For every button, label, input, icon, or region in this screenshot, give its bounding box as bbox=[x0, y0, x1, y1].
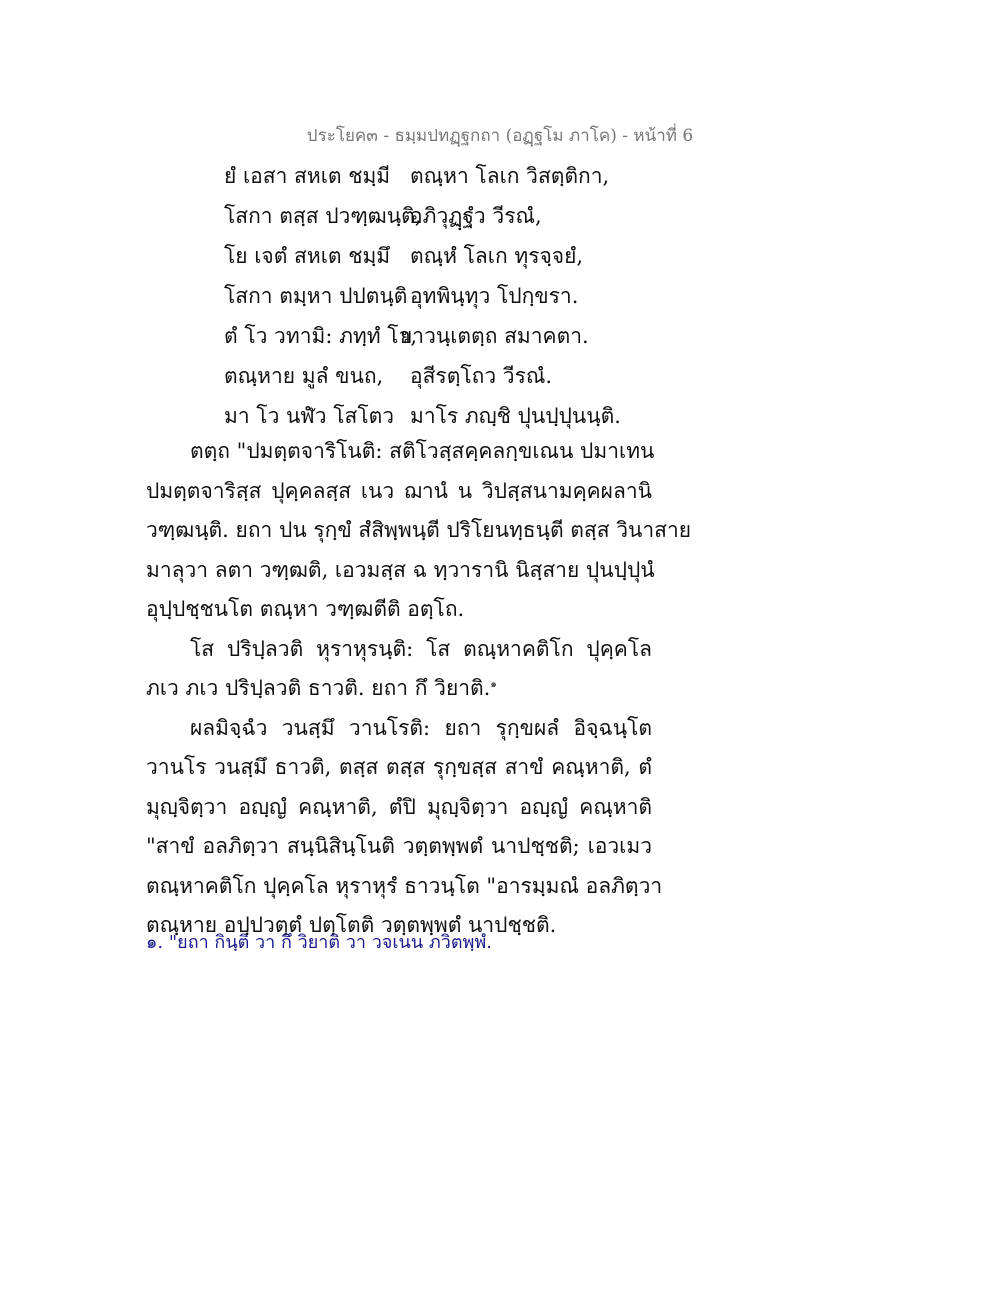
text-line-content: ภเว ภเว ปริปฺลวติ ธาวติ. ยถา กึ วิยาติ. bbox=[146, 676, 491, 700]
verse-line bbox=[224, 236, 864, 276]
verse-first-half: มา โว นฬํว โสโตว bbox=[224, 404, 395, 428]
paragraph-1 bbox=[146, 432, 692, 630]
text-line-with-footnote bbox=[146, 669, 652, 709]
verse-second-half: ตณฺหํ โลเก ทุรจฺจยํ, bbox=[410, 244, 584, 268]
verse-first-half: โย เจตํ สหเต ชมฺมึ bbox=[224, 244, 391, 268]
paragraph-3 bbox=[146, 709, 663, 946]
text-line: ตณฺหาคติโก ปุคฺคโล หุราหุรํ ธาวนฺโต "อารมฺมณํ อลภิตฺวา bbox=[146, 873, 663, 898]
verse-second-half: ตณฺหา โลเก วิสตฺติกา, bbox=[410, 164, 610, 188]
verse-line bbox=[224, 196, 864, 236]
text-line: อุปฺปชฺชนโต ตณฺหา วฑฺฒตีติ อตฺโถ. bbox=[146, 597, 465, 621]
verse-first-half: โสกา ตสฺส ปวฑฺฒนฺติ, bbox=[224, 204, 422, 228]
verse-line bbox=[224, 396, 864, 436]
text-line: ผลมิจฺฉํว วนสฺมึ วานโรติ: ยถา รุกฺขผลํ อิจฺฉนฺโต bbox=[190, 715, 652, 740]
text-line: ตณฺหาย อปฺปวตฺตํ ปตฺโตติ วตฺตพฺพตํ นาปชฺชติ. bbox=[146, 913, 557, 937]
text-line: มาลุวา ลตา วฑฺฒติ, เอวมสฺส ฉ ทฺวารานิ นิสฺสาย ปุนปฺปุนํ bbox=[146, 557, 655, 582]
verse-second-half: อุสีรตฺโถว วีรณํ. bbox=[410, 364, 553, 388]
text-line: โส ปริปฺลวติ หุราหุรนฺติ: โส ตณฺหาคติโก ปุคฺคโล bbox=[190, 636, 652, 661]
verse-first-half: โสกา ตมฺหา ปปตนฺติ bbox=[224, 284, 408, 308]
verse-first-half: ยํ เอสา สหเต ชมฺมี bbox=[224, 164, 391, 188]
verse-second-half: มาโร ภญฺชิ ปุนปฺปุนนฺติ. bbox=[410, 404, 621, 428]
verse-line bbox=[224, 276, 864, 316]
text-line: มุญฺจิตฺวา อญฺญํ คณฺหาติ, ตํปิ มุญฺจิตฺวา อญฺญํ คณฺหาติ bbox=[146, 794, 652, 819]
verse-first-half: ตณฺหาย มูลํ ขนถ, bbox=[224, 364, 384, 388]
verse-first-half: ตํ โว วทามิ: ภทฺทํ โว, bbox=[224, 324, 418, 348]
verse-line bbox=[224, 316, 864, 356]
footnote: ๑. "ยถา กินฺติ วา กึ วิยาติ วา วจเนน ภวิตพฺพํ. bbox=[146, 932, 492, 953]
text-line: วานโร วนสฺมึ ธาวติ, ตสฺส ตสฺส รุกฺขสฺส สาขํ คณฺหาติ, ตํ bbox=[146, 755, 652, 779]
page-header: ประโยค๓ - ธมฺมปทฏฺฐกถา (อฏฺฐโม ภาโค) - หน้าที่ 6 bbox=[306, 126, 694, 146]
verse-second-half: อภิวุฏฺฐํว วีรณํ, bbox=[410, 204, 542, 228]
verse-line bbox=[224, 156, 864, 196]
text-line: ปมตฺตจาริสฺส ปุคฺคลสฺส เนว ฌานํ น วิปสฺสนามคฺคผลานิ bbox=[146, 478, 652, 503]
text-line: "สาขํ อลภิตฺวา สนฺนิสินฺโนติ วตฺตพฺพตํ นาปชฺชติ; เอวเมว bbox=[146, 834, 652, 858]
footnote-mark[interactable]: ๑ bbox=[490, 679, 497, 690]
paragraph-2 bbox=[146, 630, 652, 709]
text-line: ตตฺถ "ปมตฺตจาริโนติ: สติโวสฺสคฺคลกฺขเณน ปมาเทน bbox=[190, 439, 655, 463]
commentary-body bbox=[146, 432, 692, 946]
verse-second-half: ยาวนฺเตตฺถ สมาคตา. bbox=[400, 324, 589, 348]
verse-block bbox=[224, 156, 864, 436]
text-line: วฑฺฒนฺติ. ยถา ปน รุกฺขํ สํสิพฺพนฺตี ปริโยนทฺธนฺตี ตสฺส วินาสาย bbox=[146, 518, 692, 542]
verse-second-half: อุทพินฺทุว โปกฺขรา. bbox=[410, 284, 579, 308]
verse-line bbox=[224, 356, 864, 396]
